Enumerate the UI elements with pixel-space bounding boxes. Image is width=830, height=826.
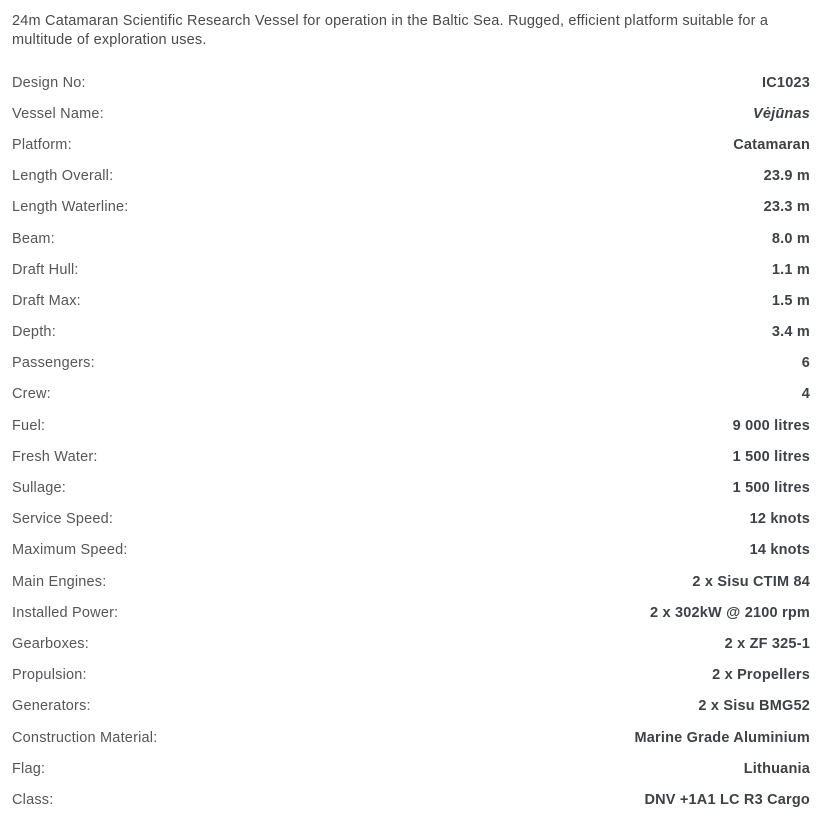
spec-row xyxy=(0,67,830,98)
spec-value: 9 000 litres xyxy=(732,417,810,434)
spec-label: Construction Material: xyxy=(12,729,158,746)
spec-value: 6 xyxy=(801,355,810,372)
spec-value: 3.4 m xyxy=(771,324,810,341)
spec-label: Sullage: xyxy=(12,480,66,497)
spec-value: 12 knots xyxy=(749,511,810,528)
spec-value: 23.3 m xyxy=(763,199,810,216)
spec-value: Marine Grade Aluminium xyxy=(634,729,810,746)
spec-label: Crew: xyxy=(12,386,51,403)
spec-label: Main Engines: xyxy=(12,573,107,590)
spec-row xyxy=(0,691,830,722)
spec-label: Class: xyxy=(12,791,54,808)
spec-label: Draft Max: xyxy=(12,292,81,309)
spec-value: 1.1 m xyxy=(771,261,810,278)
spec-label: Passengers: xyxy=(12,355,95,372)
spec-row xyxy=(0,348,830,379)
spec-row xyxy=(0,223,830,254)
spec-value: 2 x Sisu CTIM 84 xyxy=(692,573,810,590)
spec-row xyxy=(0,660,830,691)
spec-row xyxy=(0,535,830,566)
spec-value: 4 xyxy=(801,386,810,403)
spec-label: Propulsion: xyxy=(12,667,87,684)
spec-row xyxy=(0,129,830,160)
spec-label: Platform: xyxy=(12,136,72,153)
spec-value: Vėjūnas xyxy=(752,105,810,122)
spec-value: 2 x 302kW @ 2100 rpm xyxy=(649,604,810,621)
spec-label: Depth: xyxy=(12,324,56,341)
spec-value: 2 x Sisu BMG52 xyxy=(698,698,810,715)
spec-value: 8.0 m xyxy=(771,230,810,247)
spec-row xyxy=(0,472,830,503)
spec-value: IC1023 xyxy=(762,74,810,91)
spec-label: Generators: xyxy=(12,698,91,715)
spec-label: Vessel Name: xyxy=(12,105,104,122)
spec-value: DNV +1A1 LC R3 Cargo xyxy=(644,791,810,808)
spec-label: Length Waterline: xyxy=(12,199,129,216)
spec-row xyxy=(0,784,830,815)
spec-label: Draft Hull: xyxy=(12,261,79,278)
vessel-intro-text: 24m Catamaran Scientific Research Vessel for operation in the Baltic Sea. Rugged, efficient platform suitable for a multitude of exploration uses. xyxy=(12,13,769,48)
spec-value: Catamaran xyxy=(733,136,810,153)
spec-value: 14 knots xyxy=(749,542,810,559)
spec-row xyxy=(0,317,830,348)
spec-row xyxy=(0,504,830,535)
spec-row xyxy=(0,161,830,192)
spec-row xyxy=(0,597,830,628)
spec-row xyxy=(0,628,830,659)
spec-row xyxy=(0,722,830,753)
spec-label: Flag: xyxy=(12,760,46,777)
spec-label: Installed Power: xyxy=(12,604,119,621)
spec-table xyxy=(0,67,830,816)
spec-row xyxy=(0,285,830,316)
spec-row xyxy=(0,379,830,410)
spec-row xyxy=(0,441,830,472)
spec-row xyxy=(0,192,830,223)
spec-value: 1 500 litres xyxy=(732,448,810,465)
spec-label: Beam: xyxy=(12,230,55,247)
spec-value: 23.9 m xyxy=(763,168,810,185)
spec-label: Fresh Water: xyxy=(12,448,98,465)
spec-value: 1.5 m xyxy=(771,292,810,309)
spec-row xyxy=(0,753,830,784)
spec-label: Design No: xyxy=(12,74,86,91)
spec-row xyxy=(0,566,830,597)
spec-row xyxy=(0,98,830,129)
spec-label: Maximum Speed: xyxy=(12,542,128,559)
spec-label: Gearboxes: xyxy=(12,635,89,652)
spec-label: Fuel: xyxy=(12,417,46,434)
spec-value: 2 x ZF 325-1 xyxy=(724,635,810,652)
spec-value: Lithuania xyxy=(743,760,810,777)
spec-row xyxy=(0,254,830,285)
spec-value: 1 500 litres xyxy=(732,480,810,497)
spec-value: 2 x Propellers xyxy=(712,667,810,684)
spec-row xyxy=(0,410,830,441)
spec-label: Length Overall: xyxy=(12,168,114,185)
spec-label: Service Speed: xyxy=(12,511,114,528)
